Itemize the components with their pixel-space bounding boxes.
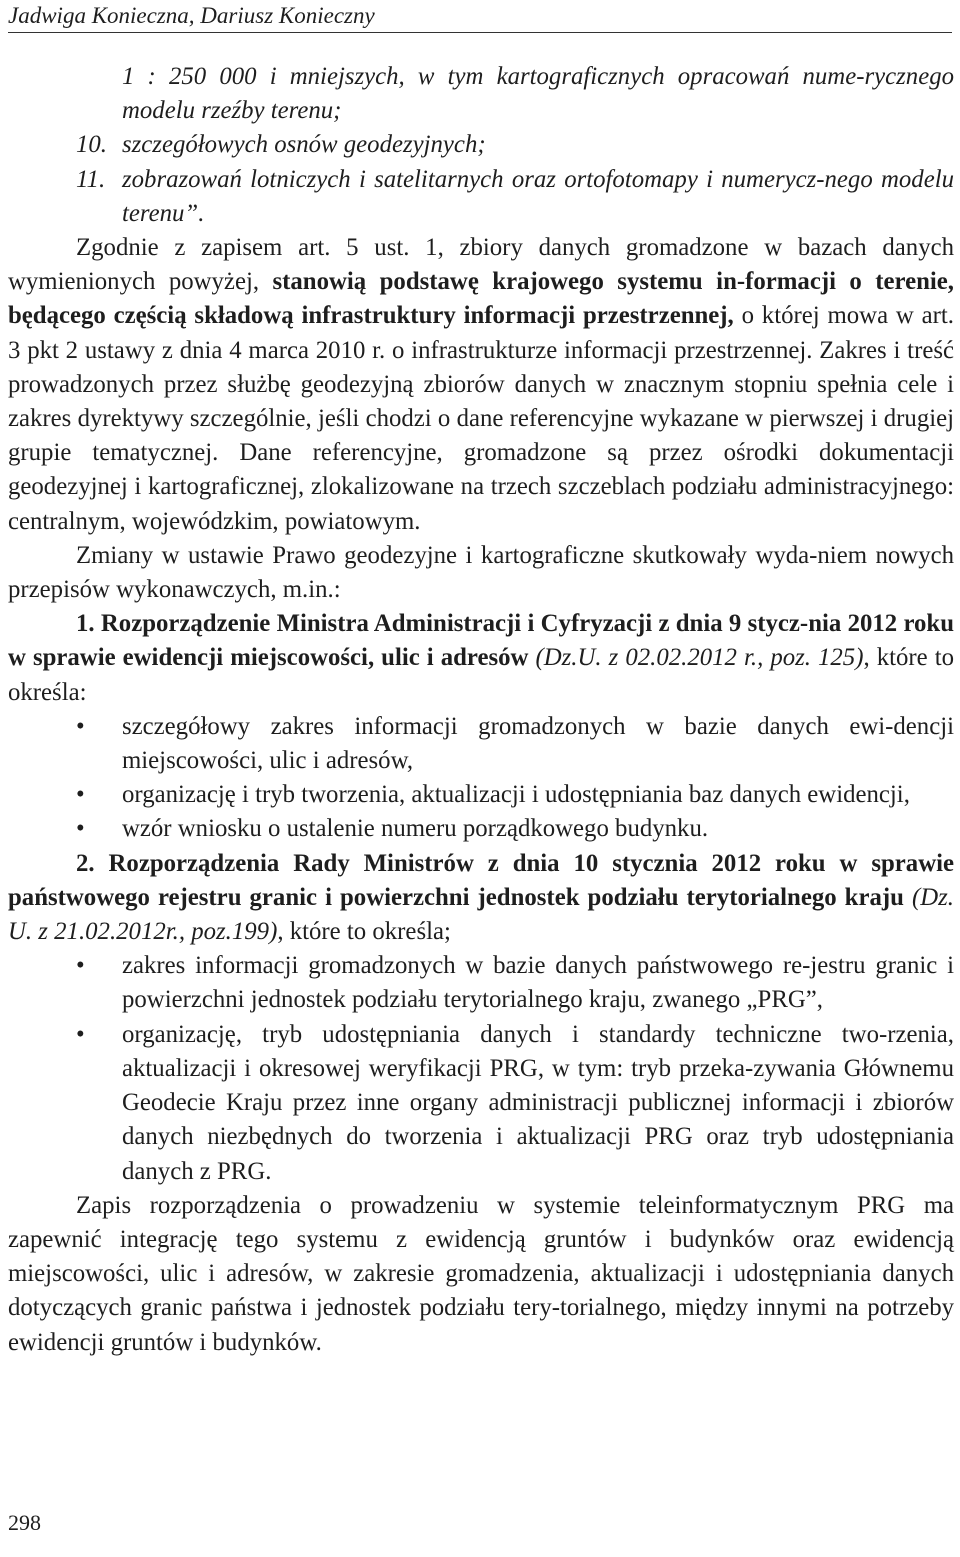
list-item-number: 11. [76,165,106,193]
regulation-1-bullets [8,710,954,847]
paragraph-art5 [8,231,954,539]
bullet-text: szczegółowy zakres informacji gromadzonych w bazie danych ewi-dencji miejscowości, ulic i adresów, [122,712,954,775]
bullet-icon: • [76,1020,85,1048]
paragraph-changes: Zmiany w ustawie Prawo geodezyjne i kartograficzne skutkowały wyda-niem nowych przepisów wykonawczych, m.in.: [8,541,954,604]
list-continuation: 1 : 250 000 i mniejszych, w tym kartograficznych opracowań nume-rycznego modelu rzeźby terenu; [122,63,954,125]
running-head: Jadwiga Konieczna, Dariusz Konieczny [8,2,952,33]
list-item-text: zobrazowań lotniczych i satelitarnych oraz ortofotomapy i numerycz-nego modelu terenu”. [122,165,954,227]
bullet-item [8,812,954,846]
list-item-number: 10. [76,131,107,159]
bullet-text: wzór wniosku o ustalenie numeru porządkowego budynku. [122,815,709,843]
regulation-citation: (Dz. U. z 21.02.2012r., poz.199) [8,883,954,946]
page-number: 298 [8,1510,41,1535]
bullet-icon: • [76,712,85,740]
list-item-text: szczegółowych osnów geodezyjnych; [122,131,486,159]
emphasis-bold: stanowią podstawę krajowego systemu in-formacji o terenie, będącego częścią składową infrastruktury informacji przestrzennej, [8,268,954,330]
paragraph-text: o której mowa w art. 3 pkt 2 ustawy z dnia 4 marca 2010 r. o infrastrukturze informacji przestrzennej. Zakres i treść prowadzonych przez służbę geodezyjną zbiorów danych w znacznym stopniu spełnia cele i zakres dyrektywy szczególnie, jeśli chodzi o dane referencyjne wykazane w pierwszej i drugiej grupie tematycznej. Dane referencyjne, gromadzone są przez ośrodki dokumentacji geodezyjnej i kartograficznej, zlokalizowane na trzech szczeblach podziału administracyjnego: centralnym, wojewódzkim, powiatowym. [8,302,954,535]
paragraph-prg: Zapis rozporządzenia o prowadzeniu w systemie teleinformatycznym PRG ma zapewnić integrację tego systemu z ewidencją gruntów i budynków oraz ewidencją miejscowości, ulic i adresów, w zakresie gromadzenia, aktualizacji i udostępniania danych dotyczących granic państwa i jednostek podziału tery-torialnego, między innymi na potrzeby ewidencji gruntów i budynków. [8,1191,954,1356]
bullet-text: organizację, tryb udostępniania danych i standardy techniczne two-rzenia, aktualizacji i okresowej weryfikacji PRG, w tym: tryb przeka-zywania Głównemu Geodecie Kraju przez inne organy administracji publicznej informacji i zbiorów danych niezbędnych do tworzenia i aktualizacji PRG oraz tryb udostępniania danych z PRG. [122,1020,954,1185]
paragraph-text: Zgodnie z zapisem art. 5 ust. 1, zbiory danych gromadzone w bazach danych wymienionych powyżej, [8,234,954,296]
regulation-title: 2. Rozporządzenia Rady Ministrów z dnia 10 stycznia 2012 roku w sprawie państwowego rejestru granic i powierzchni jednostek podziału terytorialnego kraju [8,849,954,911]
regulation-title: 1. Rozporządzenie Ministra Administracji i Cyfryzacji z dnia 9 stycz-nia 2012 roku w sprawie ewidencji miejscowości, ulic i adresów [8,610,954,672]
bullet-item [8,1018,954,1189]
regulation-tail: , które to określa: [8,644,954,706]
bullet-text: zakres informacji gromadzonych w bazie danych państwowego re-jestru granic i powierzchni jednostek podziału terytorialnego kraju, zwanego „PRG”, [122,952,954,1014]
bullet-item [8,710,954,778]
regulation-citation: (Dz.U. z 02.02.2012 r., poz. 125) [528,644,864,672]
regulation-2-bullets [8,949,954,1188]
list-item [8,128,954,162]
page-body [8,60,954,1360]
bullet-item [8,778,954,812]
regulation-1-heading [8,607,954,710]
bullet-icon: • [76,815,85,843]
bullet-text: organizację i tryb tworzenia, aktualizacji i udostępniania baz danych ewidencji, [122,781,910,809]
bullet-icon: • [76,781,85,809]
regulation-tail: , które to określa; [277,918,451,946]
bullet-item [8,949,954,1017]
bullet-icon: • [76,952,85,980]
regulation-2-heading [8,847,954,950]
list-item [8,163,954,231]
